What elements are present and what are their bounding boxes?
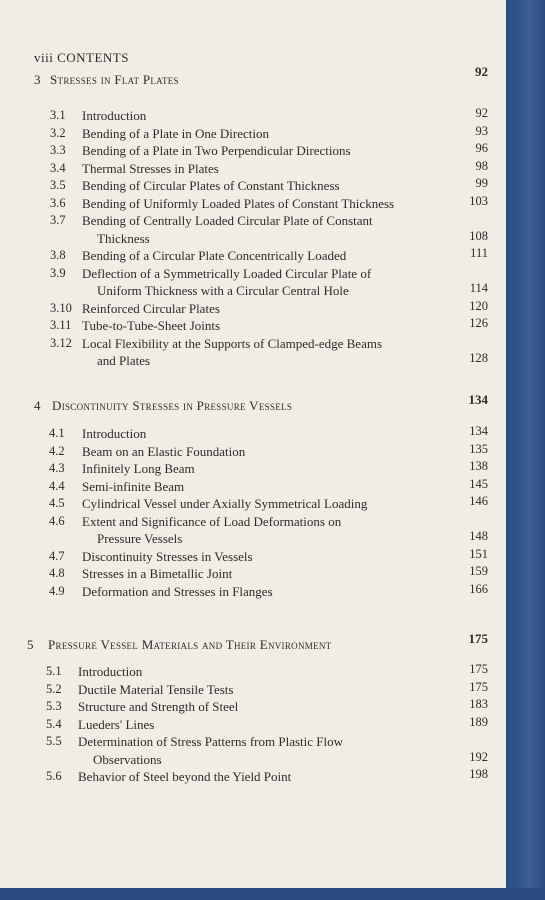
section-title: Bending of Circular Plates of Constant Thickness — [82, 178, 340, 193]
section-title: Deflection of a Symmetrically Loaded Circular Plate of — [82, 265, 372, 281]
section-page-number: 99 — [475, 176, 488, 190]
section-number: 3.2 — [50, 125, 66, 140]
section-title: and Plates — [97, 353, 151, 368]
section-page-number: 114 — [469, 281, 488, 295]
section-page-number: 145 — [469, 476, 488, 491]
section-title: Thickness — [97, 230, 150, 246]
section-title: Beam on an Elastic Foundation — [82, 443, 246, 459]
section-page-number: 192 — [469, 749, 488, 764]
section-number: 4.8 — [49, 566, 65, 580]
section-number: 3.12 — [50, 335, 72, 350]
section-number: 5.2 — [46, 681, 62, 696]
section-page-number: 183 — [469, 697, 488, 711]
section-number: 4.1 — [49, 426, 65, 440]
section-title: Introduction — [78, 664, 143, 679]
section-title: Semi-infinite Beam — [82, 478, 185, 494]
section-page-number: 96 — [475, 141, 488, 155]
section-title: Local Flexibility at the Supports of Clamped-edge Beams — [82, 335, 383, 351]
section-number: 3.10 — [50, 300, 72, 315]
section-title: Lueders' Lines — [78, 716, 155, 732]
section-number: 3.7 — [50, 213, 66, 227]
section-number: 5.4 — [46, 716, 62, 731]
section-number: 4.7 — [49, 548, 65, 563]
section-title: Introduction — [82, 108, 147, 123]
section-title: Tube-to-Tube-Sheet Joints — [82, 318, 221, 333]
section-title: Introduction — [82, 426, 147, 441]
chapter-title: Stresses in Flat Plates — [50, 72, 179, 87]
section-number: 4.4 — [49, 478, 65, 493]
section-title: Discontinuity Stresses in Vessels — [82, 548, 253, 564]
section-page-number: 148 — [469, 529, 488, 543]
section-title: Observations — [93, 751, 162, 767]
section-page-number: 134 — [469, 424, 488, 438]
section-page-number: 93 — [475, 123, 488, 138]
section-title: Deformation and Stresses in Flanges — [82, 583, 273, 599]
section-title: Reinforced Circular Plates — [82, 300, 220, 316]
section-number: 3.3 — [50, 143, 66, 157]
section-number: 5.3 — [46, 699, 62, 713]
running-head: viii CONTENTS — [34, 50, 129, 65]
section-title: Bending of Centrally Loaded Circular Plate of Constant — [82, 213, 373, 228]
section-number: 4.3 — [49, 461, 65, 475]
chapter-title: Pressure Vessel Materials and Their Environment — [48, 637, 332, 652]
section-title: Stresses in a Bimetallic Joint — [82, 566, 233, 581]
section-title: Structure and Strength of Steel — [78, 699, 239, 714]
chapter-number: 4 — [34, 398, 41, 413]
section-page-number: 98 — [475, 158, 488, 173]
section-page-number: 120 — [469, 298, 488, 313]
section-page-number: 198 — [469, 767, 488, 781]
book-cover-bottom — [0, 888, 545, 900]
section-number: 3.5 — [50, 178, 66, 192]
section-title: Extent and Significance of Load Deformations on — [82, 513, 342, 529]
section-title: Cylindrical Vessel under Axially Symmetrical Loading — [82, 496, 368, 511]
section-number: 4.6 — [49, 513, 65, 528]
section-page-number: 111 — [470, 246, 488, 260]
section-number: 3.11 — [50, 318, 72, 332]
section-page-number: 135 — [469, 441, 488, 456]
section-page-number: 166 — [469, 581, 488, 596]
section-page-number: 108 — [469, 228, 488, 243]
section-page-number: 138 — [469, 459, 488, 473]
section-title: Behavior of Steel beyond the Yield Point — [78, 769, 292, 784]
section-title: Determination of Stress Patterns from Plastic Flow — [78, 734, 344, 749]
section-number: 4.5 — [49, 496, 65, 510]
section-number: 3.9 — [50, 265, 66, 280]
section-page-number: 126 — [469, 316, 488, 330]
chapter-page-number: 92 — [475, 64, 488, 79]
section-number: 3.4 — [50, 160, 66, 175]
section-page-number: 175 — [469, 679, 488, 694]
section-page-number: 146 — [469, 494, 488, 508]
section-title: Infinitely Long Beam — [82, 461, 195, 476]
section-number: 5.5 — [46, 734, 62, 748]
section-number: 3.6 — [50, 195, 66, 210]
section-page-number: 159 — [469, 564, 488, 578]
chapter-page-number: 175 — [468, 631, 488, 646]
section-page-number: 128 — [469, 351, 488, 365]
section-title: Bending of a Circular Plate Concentrically Loaded — [82, 248, 347, 263]
section-page-number: 92 — [475, 106, 488, 120]
section-number: 3.8 — [50, 248, 66, 262]
chapter-number: 5 — [27, 637, 34, 652]
section-page-number: 151 — [469, 546, 488, 561]
section-page-number: 189 — [469, 714, 488, 729]
section-number: 4.2 — [49, 443, 65, 458]
chapter-title: Discontinuity Stresses in Pressure Vessels — [52, 398, 293, 413]
book-cover-edge — [506, 0, 545, 900]
section-title: Bending of a Plate in Two Perpendicular Directions — [82, 143, 351, 158]
section-title: Bending of a Plate in One Direction — [82, 125, 270, 141]
section-title: Ductile Material Tensile Tests — [78, 681, 234, 697]
section-page-number: 103 — [469, 193, 488, 208]
section-title: Bending of Uniformly Loaded Plates of Constant Thickness — [82, 195, 395, 211]
section-title: Uniform Thickness with a Circular Central Hole — [97, 283, 349, 298]
section-number: 4.9 — [49, 583, 65, 598]
chapter-page-number: 134 — [468, 392, 488, 407]
section-number: 5.1 — [46, 664, 62, 678]
section-title: Thermal Stresses in Plates — [82, 160, 219, 176]
section-number: 5.6 — [46, 769, 62, 783]
section-number: 3.1 — [50, 108, 66, 122]
section-page-number: 175 — [469, 662, 488, 676]
chapter-number: 3 — [34, 72, 41, 87]
section-title: Pressure Vessels — [97, 531, 183, 546]
